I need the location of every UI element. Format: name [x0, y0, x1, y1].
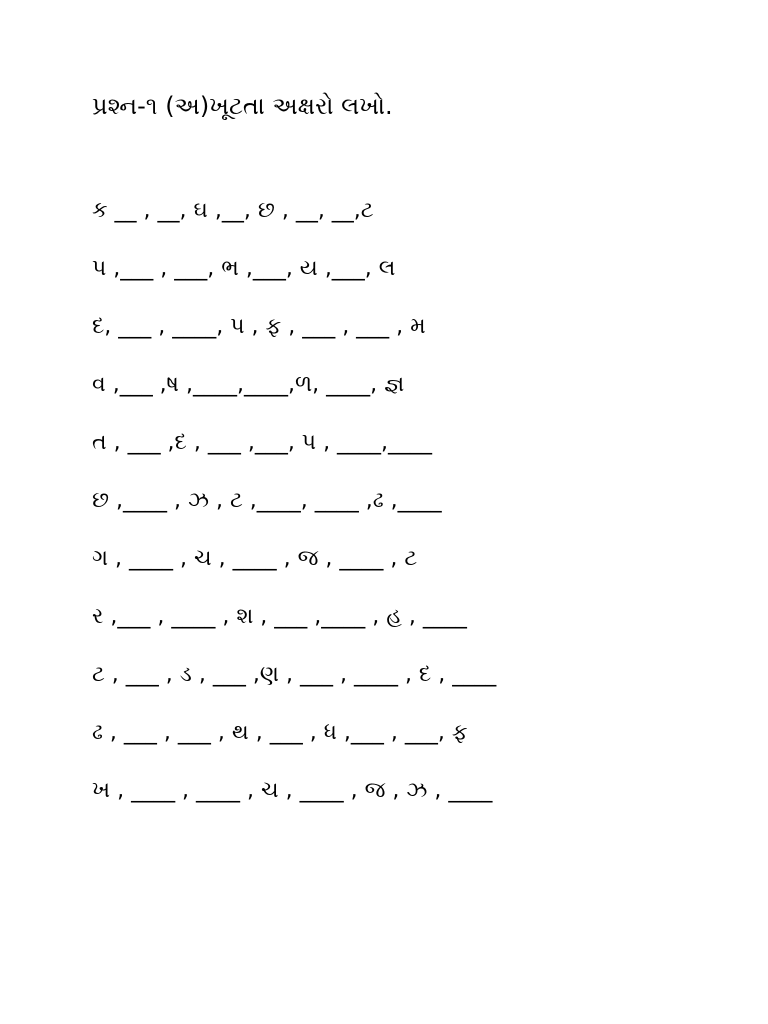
exercise-row-11: ખ , ____ , ____ , ચ , ____ , જ , ઝ , ____	[92, 778, 493, 803]
exercise-row-9: ટ , ___ , ડ , ___ ,ણ , ___ , ____ , દ , ____	[92, 662, 497, 687]
exercise-row-3: દ, ___ , ____, પ , ફ , ___ , ___ , મ	[92, 314, 426, 339]
exercise-row-5: ત , ___ ,દ , ___ ,___, પ , ____,____	[92, 430, 433, 455]
exercise-rows	[92, 192, 732, 830]
exercise-row-4: વ ,___ ,ષ ,____,____,ળ, ____, જ્ઞ	[92, 372, 405, 397]
exercise-row-10: ઢ , ___ , ___ , થ , ___ , ધ ,___ , ___, ફ	[92, 720, 468, 745]
exercise-row-1: ક __ , __, ઘ ,__, છ , __, __,ટ	[92, 198, 374, 223]
exercise-row-7: ગ , ____ , ચ , ____ , જ , ____ , ટ	[92, 546, 418, 571]
exercise-row-6: છ ,____ , ઝ , ટ ,____, ____ ,ઢ ,____	[92, 488, 442, 513]
exercise-row-8: ર ,___ , ____ , શ , ___ ,____ , હ , ____	[92, 604, 467, 629]
question-title: પ્રશ્ન-૧ (અ)ખૂટતા અક્ષરો લખો.	[92, 92, 393, 120]
exercise-row-2: પ ,___ , ___, ભ ,___, ય ,___, લ	[92, 256, 396, 281]
